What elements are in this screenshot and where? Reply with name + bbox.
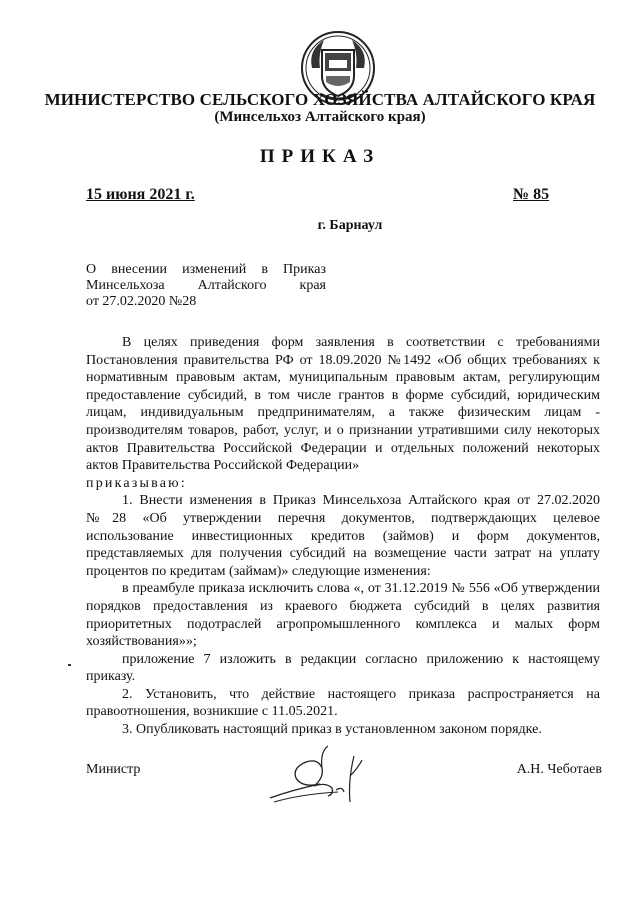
subject-line: от 27.02.2020 №28 <box>86 294 197 309</box>
item-1b-paragraph: приложение 7 изложить в редакции согласно приложению к настоящему приказу. <box>86 651 600 685</box>
subject-line: О внесении изменений в Приказ <box>86 262 326 277</box>
order-subject <box>86 262 326 310</box>
order-body <box>86 334 600 739</box>
item-1a-paragraph: в преамбуле приказа исключить слова «, от 31.12.2019 № 556 «Об утверждении порядков предоставления из краевого бюджета субсидий в целях развития приоритетных подотраслей агропромышленного комплекса и малых форм хозяйствования»»; <box>86 581 600 650</box>
stray-mark <box>68 664 71 666</box>
signer-name: А.Н. Чеботаев <box>516 762 602 777</box>
order-date: 15 июня 2021 г. <box>86 186 195 203</box>
item-3-paragraph: 3. Опубликовать настоящий приказ в установленном законом порядке. <box>122 722 542 738</box>
order-number: № 85 <box>513 186 550 203</box>
city: г. Барнаул <box>317 218 383 233</box>
ministry-name: МИНИСТЕРСТВО СЕЛЬСКОГО ХОЗЯЙСТВА АЛТАЙСКОГО КРАЯ <box>44 90 596 109</box>
item-2-paragraph: 2. Установить, что действие настоящего приказа распространяется на правоотношения, возникшие с 11.05.2021. <box>86 686 600 720</box>
signer-position: Министр <box>86 762 141 777</box>
item-1-paragraph: 1. Внести изменения в Приказ Минсельхоза Алтайского края от 27.02.2020 №28 «Об утверждении перечня документов, подтверждающих целевое использование инвестиционных кредитов (займов) и форм документов, представляемых для получения субсидий на возмещение части затрат на уплату процентов по кредитам (займам)» следующие изменения: <box>86 493 600 579</box>
document-type-title: ПРИКАЗ <box>259 146 381 167</box>
ministry-short-name: (Минсельхоз Алтайского края) <box>214 109 426 125</box>
order-word: приказываю: <box>86 475 187 491</box>
subject-line: Минсельхоза Алтайского края <box>86 278 326 293</box>
preamble-paragraph: В целях приведения форм заявления в соответствии с требованиями Постановления правительства РФ от 18.09.2020 №1492 «Об общих требованиях к нормативным правовым актам, муниципальным правовым актам, регулирующим предоставление субсидий, в том числе грантов в форме субсидий, юридическим лицам, индивидуальным предпринимателям, а также физическим лицам - производителям товаров, работ, услуг, и о признании утратившими силу некоторых актов Правительства Российской Федерации и отдельных положений некоторых актов Правительства Российской Федерации» <box>86 335 600 474</box>
handwritten-signature-icon <box>262 740 382 810</box>
